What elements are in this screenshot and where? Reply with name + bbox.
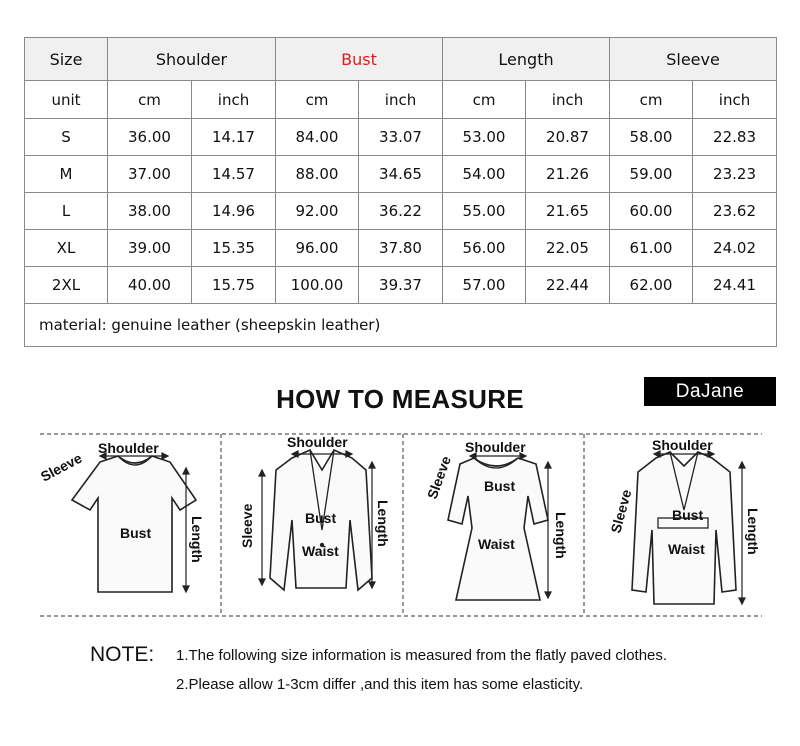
tshirt-outline (72, 456, 196, 592)
coat-shoulder-label: Shoulder (652, 437, 713, 453)
table-cell: 57.00 (443, 267, 526, 304)
table-cell: 92.00 (276, 193, 359, 230)
table-cell: 55.00 (443, 193, 526, 230)
table-cell: 36.22 (359, 193, 443, 230)
table-cell: 62.00 (610, 267, 693, 304)
table-cell: 54.00 (443, 156, 526, 193)
material-note: material: genuine leather (sheepskin leather) (25, 304, 777, 347)
blazer-bust-label: Bust (305, 510, 337, 526)
unit-cell: cm (276, 81, 359, 119)
table-cell: 14.57 (192, 156, 276, 193)
blazer-length-label: Length (375, 500, 391, 547)
size-header: Size (25, 38, 108, 81)
trench-coat-figure (607, 437, 761, 604)
table-cell: 53.00 (443, 119, 526, 156)
table-cell: 22.83 (693, 119, 777, 156)
unit-cell: unit (25, 81, 108, 119)
table-cell: 88.00 (276, 156, 359, 193)
blazer-sleeve-arrow (259, 470, 265, 585)
dress-figure (424, 439, 569, 600)
size-cell: 2XL (25, 267, 108, 304)
length-header: Length (443, 38, 610, 81)
tshirt-bust-label: Bust (120, 525, 152, 541)
table-cell: 15.35 (192, 230, 276, 267)
unit-cell: inch (192, 81, 276, 119)
unit-cell: cm (443, 81, 526, 119)
table-cell: 14.96 (192, 193, 276, 230)
size-cell: XL (25, 230, 108, 267)
dress-length-arrow (545, 462, 551, 598)
dress-waist-label: Waist (478, 536, 515, 552)
dress-sleeve-label: Sleeve (423, 453, 454, 502)
tshirt-sleeve-label: Sleeve (37, 449, 85, 485)
blazer-shoulder-label: Shoulder (287, 434, 348, 450)
dress-bust-label: Bust (484, 478, 516, 494)
coat-waist-label: Waist (668, 541, 705, 557)
size-cell: S (25, 119, 108, 156)
table-cell: 39.00 (108, 230, 192, 267)
size-cell: L (25, 193, 108, 230)
table-cell: 24.02 (693, 230, 777, 267)
table-cell: 40.00 (108, 267, 192, 304)
table-cell: 21.26 (526, 156, 610, 193)
unit-cell: inch (359, 81, 443, 119)
dress-shoulder-label: Shoulder (465, 439, 526, 455)
table-cell: 58.00 (610, 119, 693, 156)
table-cell: 38.00 (108, 193, 192, 230)
blazer-waist-label: Waist (302, 543, 339, 559)
table-cell: 14.17 (192, 119, 276, 156)
table-cell: 37.80 (359, 230, 443, 267)
table-cell: 21.65 (526, 193, 610, 230)
table-cell: 61.00 (610, 230, 693, 267)
table-cell: 23.62 (693, 193, 777, 230)
coat-length-label: Length (745, 508, 761, 555)
coat-bust-label: Bust (672, 507, 704, 523)
bust-header: Bust (276, 38, 443, 81)
table-cell: 33.07 (359, 119, 443, 156)
tshirt-length-label: Length (189, 516, 205, 563)
unit-cell: inch (526, 81, 610, 119)
size-cell: M (25, 156, 108, 193)
table-cell: 59.00 (610, 156, 693, 193)
blazer-figure (239, 434, 391, 590)
tshirt-shoulder-label: Shoulder (98, 440, 159, 456)
table-cell: 39.37 (359, 267, 443, 304)
unit-cell: inch (693, 81, 777, 119)
sleeve-header: Sleeve (610, 38, 777, 81)
note-title: NOTE: (90, 643, 155, 666)
dress-length-label: Length (553, 512, 569, 559)
table-cell: 22.44 (526, 267, 610, 304)
table-cell: 24.41 (693, 267, 777, 304)
table-cell: 20.87 (526, 119, 610, 156)
table-cell: 60.00 (610, 193, 693, 230)
table-cell: 56.00 (443, 230, 526, 267)
table-cell: 37.00 (108, 156, 192, 193)
blazer-sleeve-label: Sleeve (239, 503, 255, 548)
table-cell: 22.05 (526, 230, 610, 267)
table-cell: 15.75 (192, 267, 276, 304)
table-cell: 100.00 (276, 267, 359, 304)
unit-cell: cm (108, 81, 192, 119)
table-cell: 23.23 (693, 156, 777, 193)
how-to-measure-title: HOW TO MEASURE (276, 384, 524, 414)
note-line-2: 2.Please allow 1-3cm differ ,and this item has some elasticity. (176, 676, 584, 693)
tshirt-figure (38, 440, 205, 592)
table-cell: 84.00 (276, 119, 359, 156)
unit-cell: cm (610, 81, 693, 119)
table-cell: 34.65 (359, 156, 443, 193)
brand-badge: DaJane (644, 377, 776, 406)
table-cell: 96.00 (276, 230, 359, 267)
table-cell: 36.00 (108, 119, 192, 156)
shoulder-header: Shoulder (108, 38, 276, 81)
note-line-1: 1.The following size information is measured from the flatly paved clothes. (176, 647, 668, 664)
coat-length-arrow (739, 462, 745, 604)
coat-sleeve-label: Sleeve (607, 487, 635, 535)
